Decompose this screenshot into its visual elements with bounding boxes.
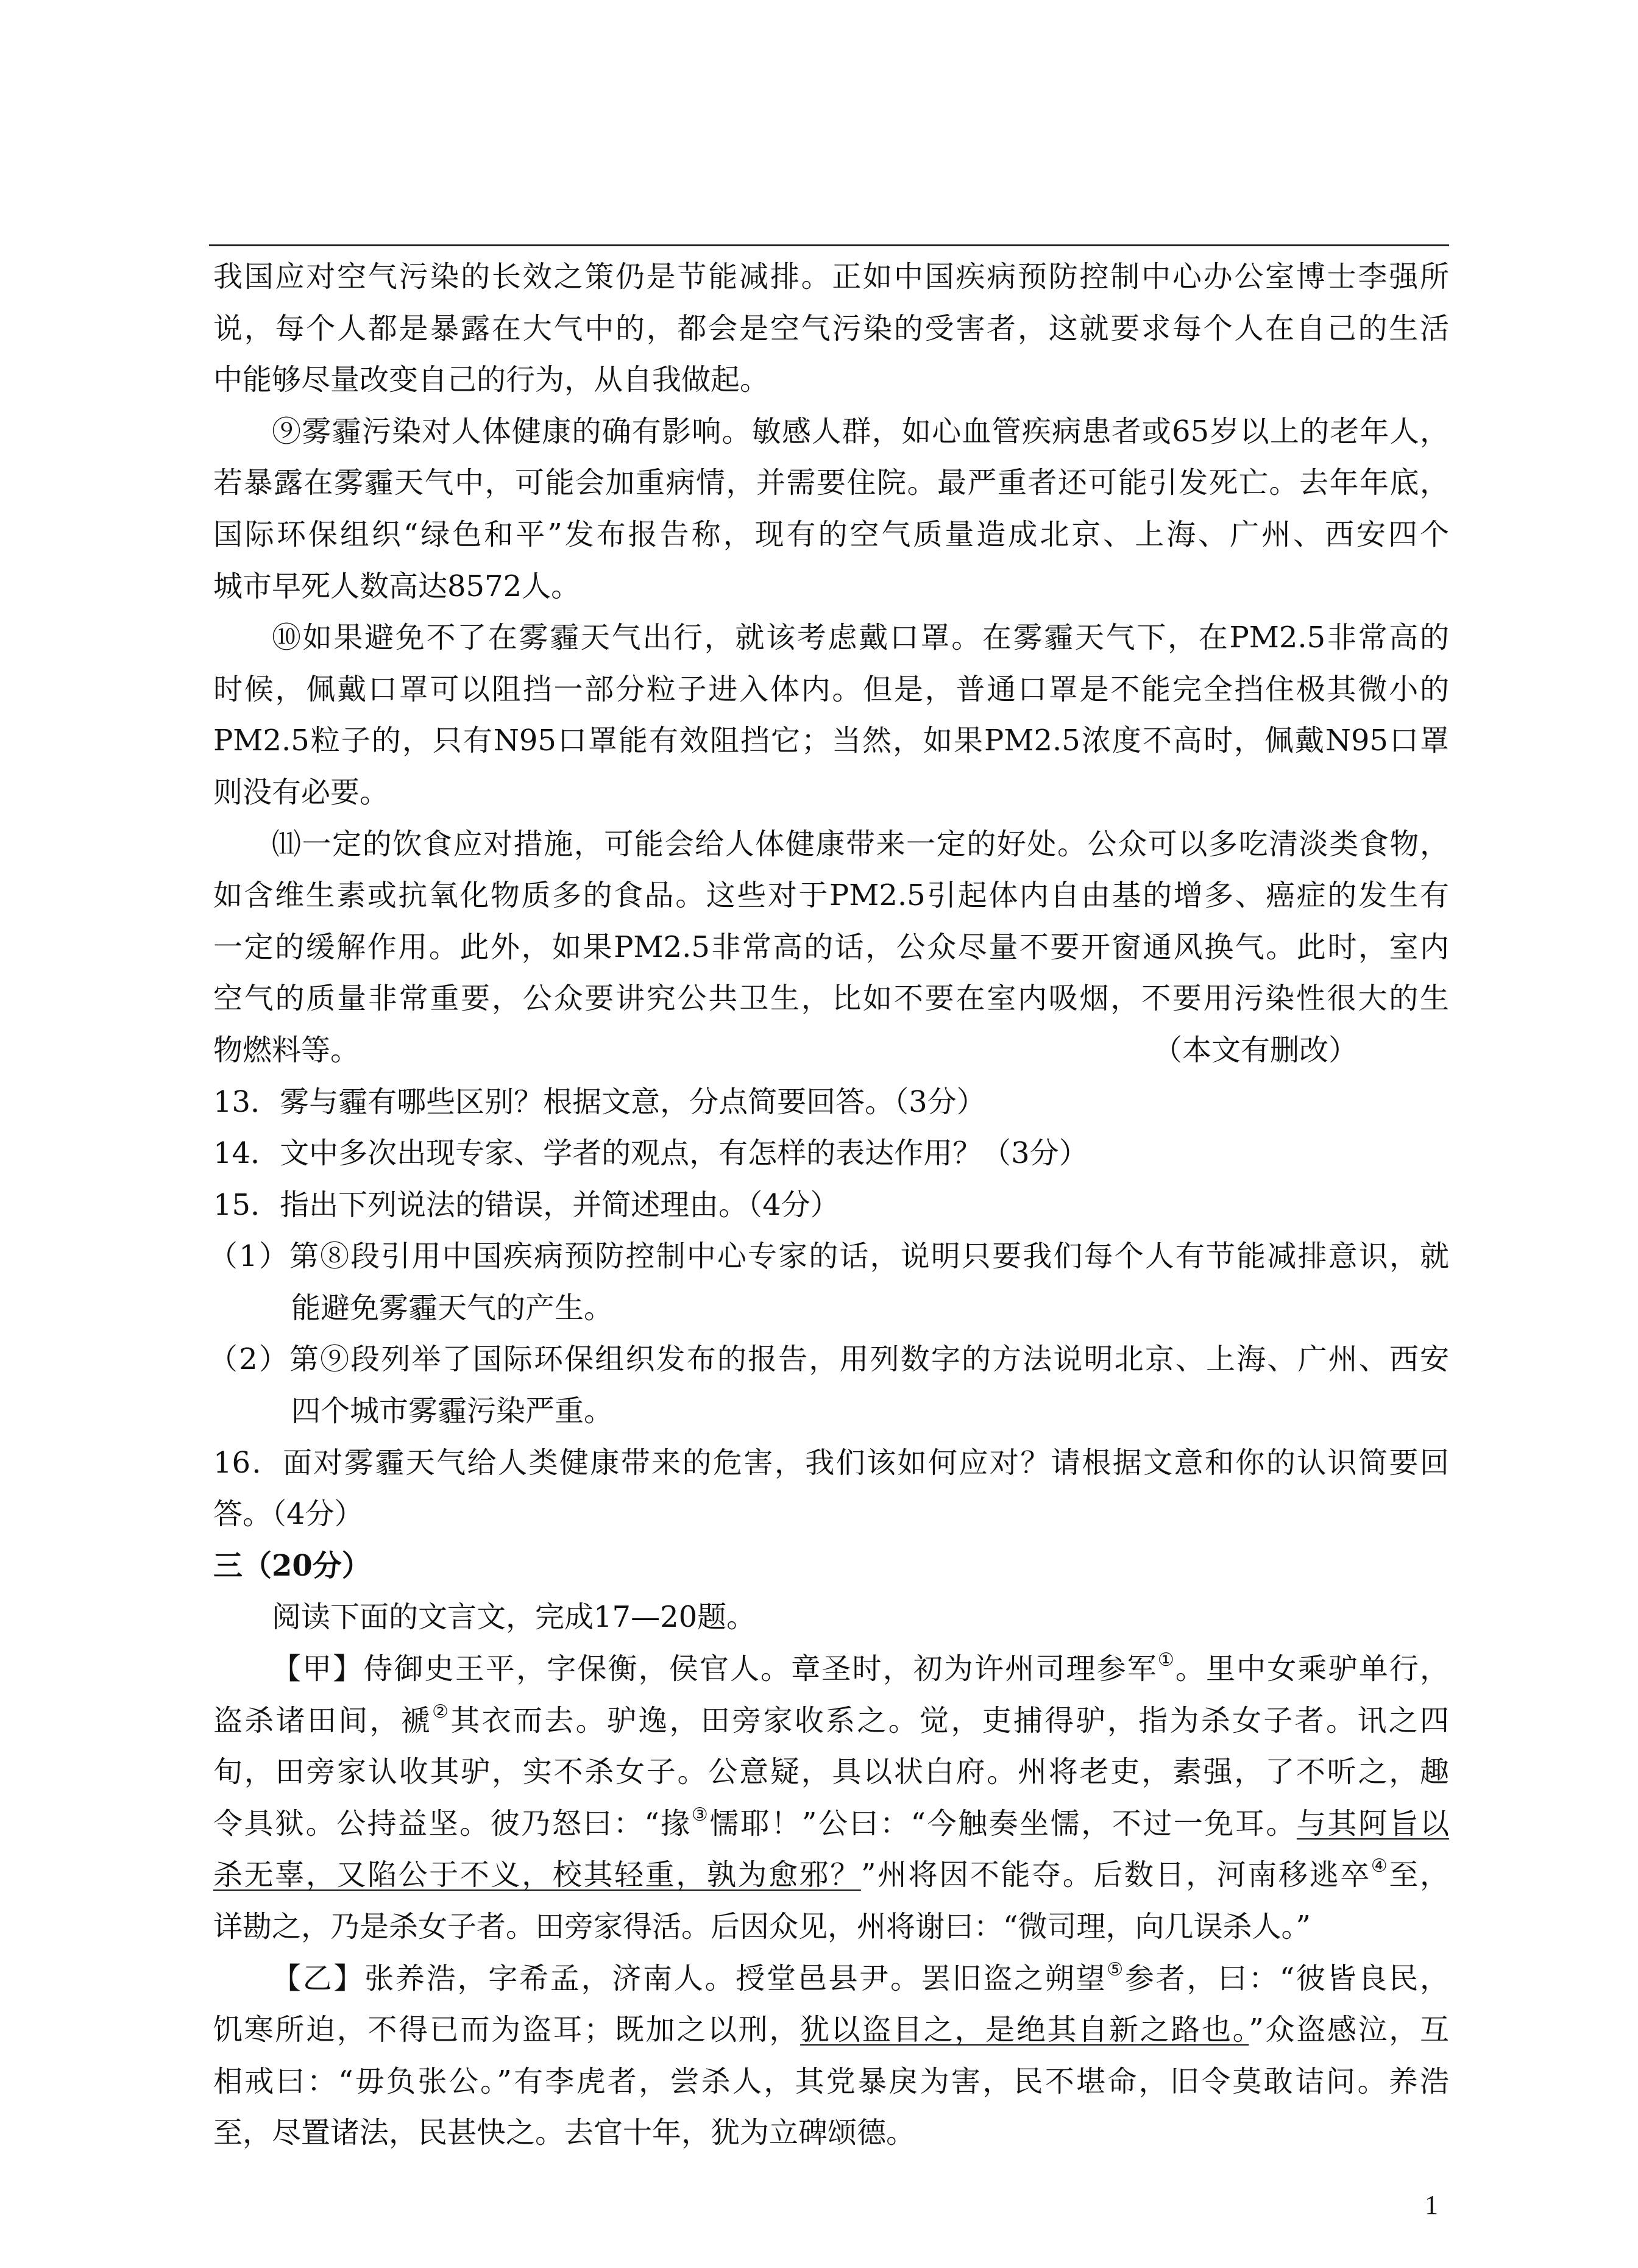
passage-jia-text: 。里中女乘驴单行， — [1175, 1652, 1449, 1687]
passage-yi-line-3: 相戒曰：“毋负张公。”有李虎者，尝杀人，其党暴戾为害，民不堪命，旧令莫敢诘问。养浩 — [213, 2064, 1449, 2099]
question-15: 15．指出下列说法的错误，并简述理由。（4分） — [213, 1187, 840, 1222]
paragraph-8-line-1: 我国应对空气污染的长效之策仍是节能减排。正如中国疾病预防控制中心办公室博士李强所 — [213, 260, 1449, 294]
passage-yi-line-4: 至，尽置诸法，民甚快之。去官十年，犹为立碑颂德。 — [213, 2116, 916, 2150]
paragraph-9-line-2: 若暴露在雾霾天气中，可能会加重病情，并需要住院。最严重者还可能引发死亡。去年年底， — [213, 466, 1449, 500]
question-16-line-2: 答。（4分） — [213, 1497, 364, 1532]
paragraph-10-line-1: ⑩如果避免不了在雾霾天气出行，就该考虑戴口罩。在雾霾天气下，在PM2.5非常高的 — [272, 620, 1449, 655]
paragraph-11-line-3: 一定的缓解作用。此外，如果PM2.5非常高的话，公众尽量不要开窗通风换气。此时，室内 — [213, 930, 1449, 964]
paragraph-11-line-5-text: 物燃料等。 — [213, 1033, 360, 1067]
passage-jia-text: ”州将因不能夺。后数日，河南移逃卒 — [860, 1858, 1371, 1893]
paragraph-11-line-1: ⑾一定的饮食应对措施，可能会给人体健康带来一定的好处。公众可以多吃清淡类食物， — [272, 827, 1449, 861]
passage-yi-text: 【乙】张养浩，字希孟，济南人。授堂邑县尹。罢旧盗之朔望 — [272, 1961, 1107, 1996]
paragraph-10-line-3: PM2.5粒子的，只有N95口罩能有效阻挡它；当然，如果PM2.5浓度不高时，佩戴N95口罩 — [213, 723, 1449, 758]
footnote-marker: ① — [1157, 1649, 1175, 1671]
passage-yi-text: 参者，曰：“彼皆良民， — [1124, 1961, 1449, 1996]
passage-jia-line-2 — [213, 1695, 1449, 1747]
document-body — [208, 251, 1449, 2159]
footnote-marker: ④ — [1370, 1855, 1389, 1877]
header-rule — [209, 244, 1449, 246]
question-15-2-line-2: 四个城市雾霾污染严重。 — [291, 1394, 614, 1429]
passage-jia-line-5 — [213, 1849, 1449, 1901]
passage-yi-text: 饥寒所迫，不得已而为盗耳；既加之以刑， — [213, 2013, 801, 2047]
section-3-instruction: 阅读下面的文言文，完成17—20题。 — [272, 1600, 756, 1635]
passage-jia-text: 令具狱。公持益坚。彼乃怒曰：“掾 — [213, 1806, 692, 1841]
passage-jia-line-4 — [213, 1798, 1449, 1850]
paragraph-8-line-2: 说，每个人都是暴露在大气中的，都会是空气污染的受害者，这就要求每个人在自己的生活 — [213, 311, 1449, 346]
passage-jia-text: 【甲】侍御史王平，字保衡，侯官人。章圣时，初为许州司理参军 — [272, 1652, 1158, 1687]
question-15-1-line-1: （1）第⑧段引用中国疾病预防控制中心专家的话，说明只要我们每个人有节能减排意识，就 — [208, 1239, 1449, 1274]
footnote-marker: ② — [432, 1701, 451, 1722]
page-number: 1 — [1425, 2190, 1438, 2220]
paragraph-10-line-4: 则没有必要。 — [213, 775, 389, 809]
paragraph-9-line-4: 城市早死人数高达8572人。 — [213, 569, 581, 603]
paragraph-8-line-3: 中能够尽量改变自己的行为，从自我做起。 — [213, 363, 770, 397]
passage-jia-line-6: 详勘之，乃是杀女子者。田旁家得活。后因众见，州将谢曰：“微司理，向几误杀人。” — [213, 1910, 1311, 1944]
passage-jia-line-3: 旬，田旁家认收其驴，实不杀女子。公意疑，具以状白府。州将老吏，素强，了不听之，趣 — [213, 1755, 1449, 1790]
paragraph-11-line-5 — [213, 1025, 1449, 1076]
paragraph-9-line-3: 国际环保组织“绿色和平”发布报告称，现有的空气质量造成北京、上海、广州、西安四个 — [213, 517, 1449, 552]
passage-jia-text: 至， — [1389, 1858, 1449, 1893]
passage-jia-text: 其衣而去。驴逸，田旁家收系之。觉，吏捕得驴，指为杀女子者。讯之四 — [450, 1703, 1449, 1738]
underlined-sentence: 杀无辜，又陷公于不义，校其轻重，孰为愈邪？ — [213, 1858, 861, 1893]
question-15-1-line-2: 能避免雾霾天气的产生。 — [291, 1290, 614, 1325]
passage-jia-text: 盗杀诸田间，褫 — [213, 1703, 433, 1738]
footnote-marker: ⑤ — [1107, 1958, 1125, 1980]
footnote-marker: ③ — [691, 1804, 710, 1825]
paragraph-11-line-4: 空气的质量非常重要，公众要讲究公共卫生，比如不要在室内吸烟，不要用污染性很大的生 — [213, 981, 1449, 1016]
question-13: 13．雾与霾有哪些区别？根据文意，分点简要回答。（3分） — [213, 1084, 986, 1119]
underlined-sentence: 犹以盗目之，是绝其自新之路也。 — [800, 2013, 1249, 2047]
question-16-line-1: 16．面对雾霾天气给人类健康带来的危害，我们该如何应对？请根据文意和你的认识简要回 — [213, 1445, 1449, 1480]
passage-yi-text: ”众盗感泣，互 — [1249, 2013, 1449, 2047]
passage-jia-line-1 — [213, 1643, 1449, 1695]
paragraph-10-line-2: 时候，佩戴口罩可以阻挡一部分粒子进入体内。但是，普通口罩是不能完全挡住极其微小的 — [213, 672, 1449, 706]
source-note: （本文有删改） — [1152, 1033, 1358, 1067]
passage-jia-text: 懦耶！”公曰：“今触奏坐懦，不过一免耳。 — [709, 1806, 1297, 1841]
section-3-heading: 三（20分） — [213, 1548, 371, 1583]
paragraph-9-line-1: ⑨雾霾污染对人体健康的确有影响。敏感人群，如心血管疾病患者或65岁以上的老年人， — [272, 414, 1449, 449]
passage-yi-line-2 — [213, 2004, 1449, 2056]
passage-yi-line-1 — [213, 1953, 1449, 2005]
question-15-2-line-1: （2）第⑨段列举了国际环保组织发布的报告，用列数字的方法说明北京、上海、广州、西安 — [208, 1342, 1449, 1377]
question-14: 14．文中多次出现专家、学者的观点，有怎样的表达作用？（3分） — [213, 1136, 1088, 1171]
paragraph-11-line-2: 如含维生素或抗氧化物质多的食品。这些对于PM2.5引起体内自由基的增多、癌症的发生有 — [213, 878, 1449, 913]
underlined-sentence: 与其阿旨以 — [1296, 1806, 1449, 1841]
